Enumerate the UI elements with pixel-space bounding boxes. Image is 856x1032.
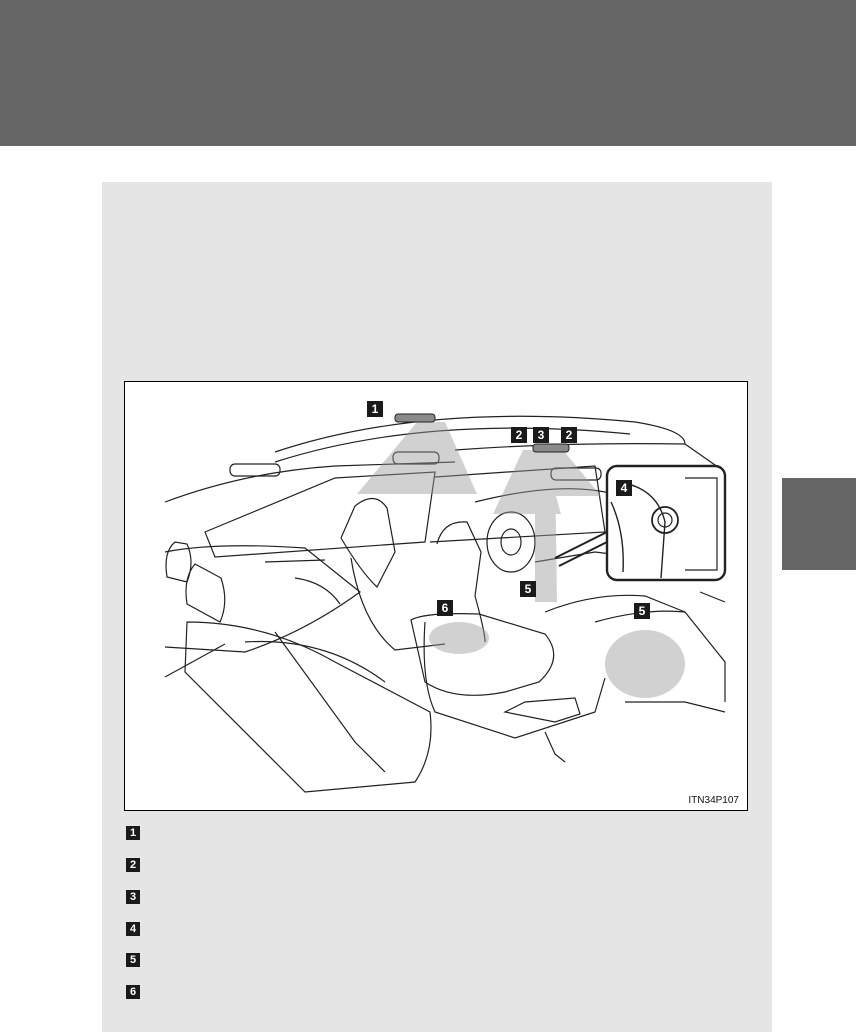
figure-callout-2-right: 2	[561, 427, 577, 443]
legend-item-1: 1	[126, 826, 140, 840]
header-band	[0, 0, 856, 146]
interior-illustration	[125, 382, 747, 810]
figure-id: ITN34P107	[688, 795, 739, 806]
figure-callout-3: 3	[533, 427, 549, 443]
figure-callout-6: 6	[437, 600, 453, 616]
figure-callout-1: 1	[367, 401, 383, 417]
vehicle-interior-figure	[124, 381, 748, 811]
section-tab	[782, 478, 856, 570]
figure-callout-5-center: 5	[520, 581, 536, 597]
figure-callout-2-left: 2	[511, 427, 527, 443]
legend-item-2: 2	[126, 858, 140, 872]
legend-item-3: 3	[126, 890, 140, 904]
figure-callout-4: 4	[616, 480, 632, 496]
figure-callout-5-right: 5	[634, 603, 650, 619]
legend-item-6: 6	[126, 985, 140, 999]
legend-item-5: 5	[126, 953, 140, 967]
legend-item-4: 4	[126, 922, 140, 936]
